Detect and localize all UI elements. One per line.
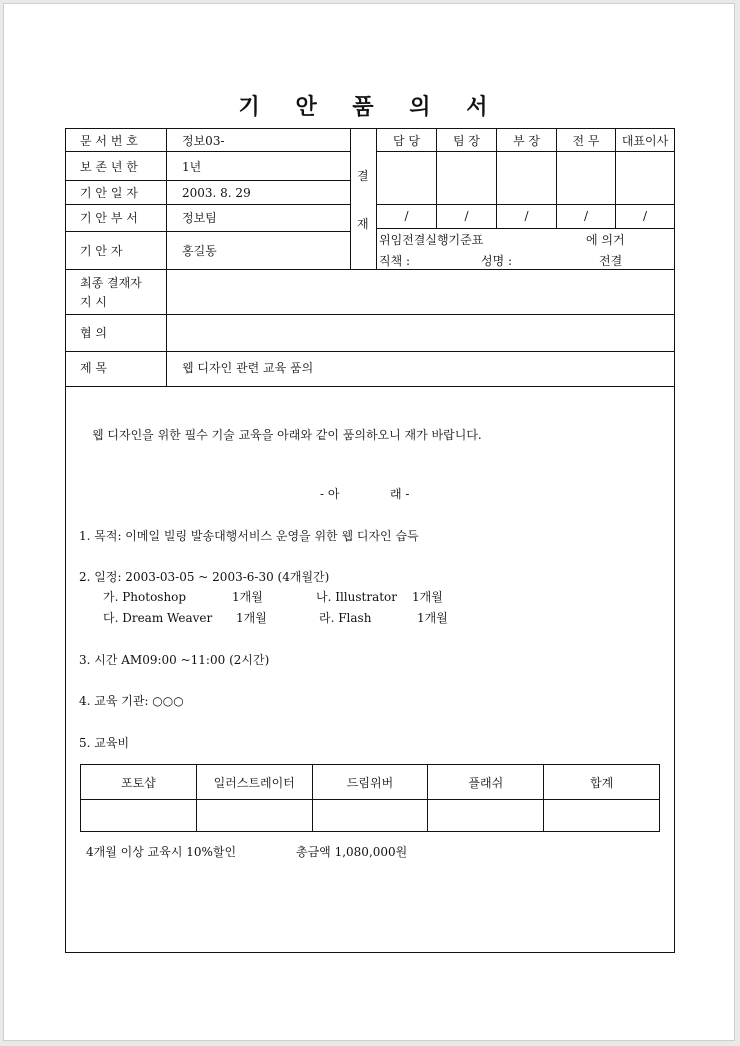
grid-line xyxy=(376,228,674,229)
role-team-lead: 팀 장 xyxy=(453,134,480,148)
course-photoshop: 가. Photoshop xyxy=(103,590,187,604)
label-dept: 기 안 부 서 xyxy=(80,211,138,225)
item-cost: 5. 교육비 xyxy=(79,736,130,750)
approval-label-top: 결 xyxy=(357,169,369,183)
value-subject: 웹 디자인 관련 교육 품의 xyxy=(182,361,314,375)
row-line xyxy=(66,151,350,152)
label-consult: 협 의 xyxy=(80,326,107,340)
grid-line xyxy=(376,151,674,152)
date-slash: / xyxy=(464,209,469,223)
date-slash: / xyxy=(642,209,648,223)
value-retention: 1년 xyxy=(182,160,202,174)
label-instruction: 지 시 xyxy=(80,295,107,309)
cost-header-photoshop: 포토샵 xyxy=(81,765,197,800)
course-dreamweaver-duration: 1개월 xyxy=(236,611,267,625)
row-line xyxy=(66,314,674,315)
col-line xyxy=(376,129,377,269)
cost-header-illustrator: 일러스트레이터 xyxy=(196,765,312,800)
course-illustrator: 나. Illustrator xyxy=(316,590,398,604)
cost-value-dreamweaver xyxy=(312,800,428,832)
col-line xyxy=(166,129,167,386)
row-line xyxy=(66,204,350,205)
cost-header-flash: 플래쉬 xyxy=(428,765,544,800)
item-schedule: 2. 일정: 2003-03-05 ~ 2003-6-30 (4개월간) xyxy=(79,570,330,584)
intro-text: 웹 디자인을 위한 필수 기술 교육을 아래와 같이 품의하오니 재가 바랍니다. xyxy=(92,428,482,442)
row-line xyxy=(66,180,350,181)
date-slash: / xyxy=(524,209,529,223)
label-retention: 보 존 년 한 xyxy=(80,160,138,174)
label-drafter: 기 안 자 xyxy=(80,244,123,258)
total-amount: 총금액 1,080,000원 xyxy=(296,845,408,859)
row-line xyxy=(66,231,350,232)
grid-line xyxy=(376,204,674,205)
item-purpose: 1. 목적: 이메일 빌링 발송대행서비스 운영을 위한 웹 디자인 습득 xyxy=(79,529,419,543)
name-label: 성명 : xyxy=(481,254,513,268)
course-flash-duration: 1개월 xyxy=(417,611,448,625)
row-line xyxy=(66,269,674,270)
col-line xyxy=(350,129,351,269)
role-ceo: 대표이사 xyxy=(621,134,669,148)
value-dept: 정보팀 xyxy=(182,211,217,225)
course-illustrator-duration: 1개월 xyxy=(412,590,443,604)
position-label: 직책 : xyxy=(379,254,411,268)
cost-table xyxy=(80,764,660,832)
role-manager: 부 장 xyxy=(513,134,540,148)
item-time: 3. 시간 AM09:00 ~11:00 (2시간) xyxy=(79,653,270,667)
course-dreamweaver: 다. Dream Weaver xyxy=(103,611,213,625)
label-doc-no: 문 서 번 호 xyxy=(80,134,138,148)
label-draft-date: 기 안 일 자 xyxy=(80,186,138,200)
row-line xyxy=(66,386,674,387)
cost-value-total xyxy=(544,800,660,832)
role-director: 전 무 xyxy=(572,134,600,148)
course-flash: 라. Flash xyxy=(319,611,372,625)
cost-header-dreamweaver: 드림위버 xyxy=(312,765,428,800)
value-drafter: 홍길동 xyxy=(182,244,217,258)
below-heading-right: 래 - xyxy=(390,487,410,501)
approval-label-bottom: 재 xyxy=(357,217,369,231)
date-slash: / xyxy=(583,209,589,223)
value-draft-date: 2003. 8. 29 xyxy=(182,186,251,200)
discount-note: 4개월 이상 교육시 10%할인 xyxy=(86,845,237,859)
cost-value-illustrator xyxy=(196,800,312,832)
date-slash: / xyxy=(404,209,409,223)
cost-value-photoshop xyxy=(81,800,197,832)
below-heading-left: - 아 xyxy=(320,487,340,501)
document-title: 기 안 품 의 서 xyxy=(238,94,502,120)
course-photoshop-duration: 1개월 xyxy=(232,590,263,604)
role-staff: 담 당 xyxy=(393,134,420,148)
delegation-text: 위임전결실행기준표 xyxy=(379,233,484,247)
cost-value-flash xyxy=(428,800,544,832)
cost-header-total: 합계 xyxy=(544,765,660,800)
label-final-approver: 최종 결재자 xyxy=(80,276,142,290)
label-subject: 제 목 xyxy=(80,361,107,375)
item-institution: 4. 교육 기관: ○○○ xyxy=(79,694,184,708)
value-doc-no: 정보03- xyxy=(182,134,225,148)
delegation-suffix: 에 의거 xyxy=(586,233,625,247)
final-approval: 전결 xyxy=(599,254,623,268)
row-line xyxy=(66,351,674,352)
